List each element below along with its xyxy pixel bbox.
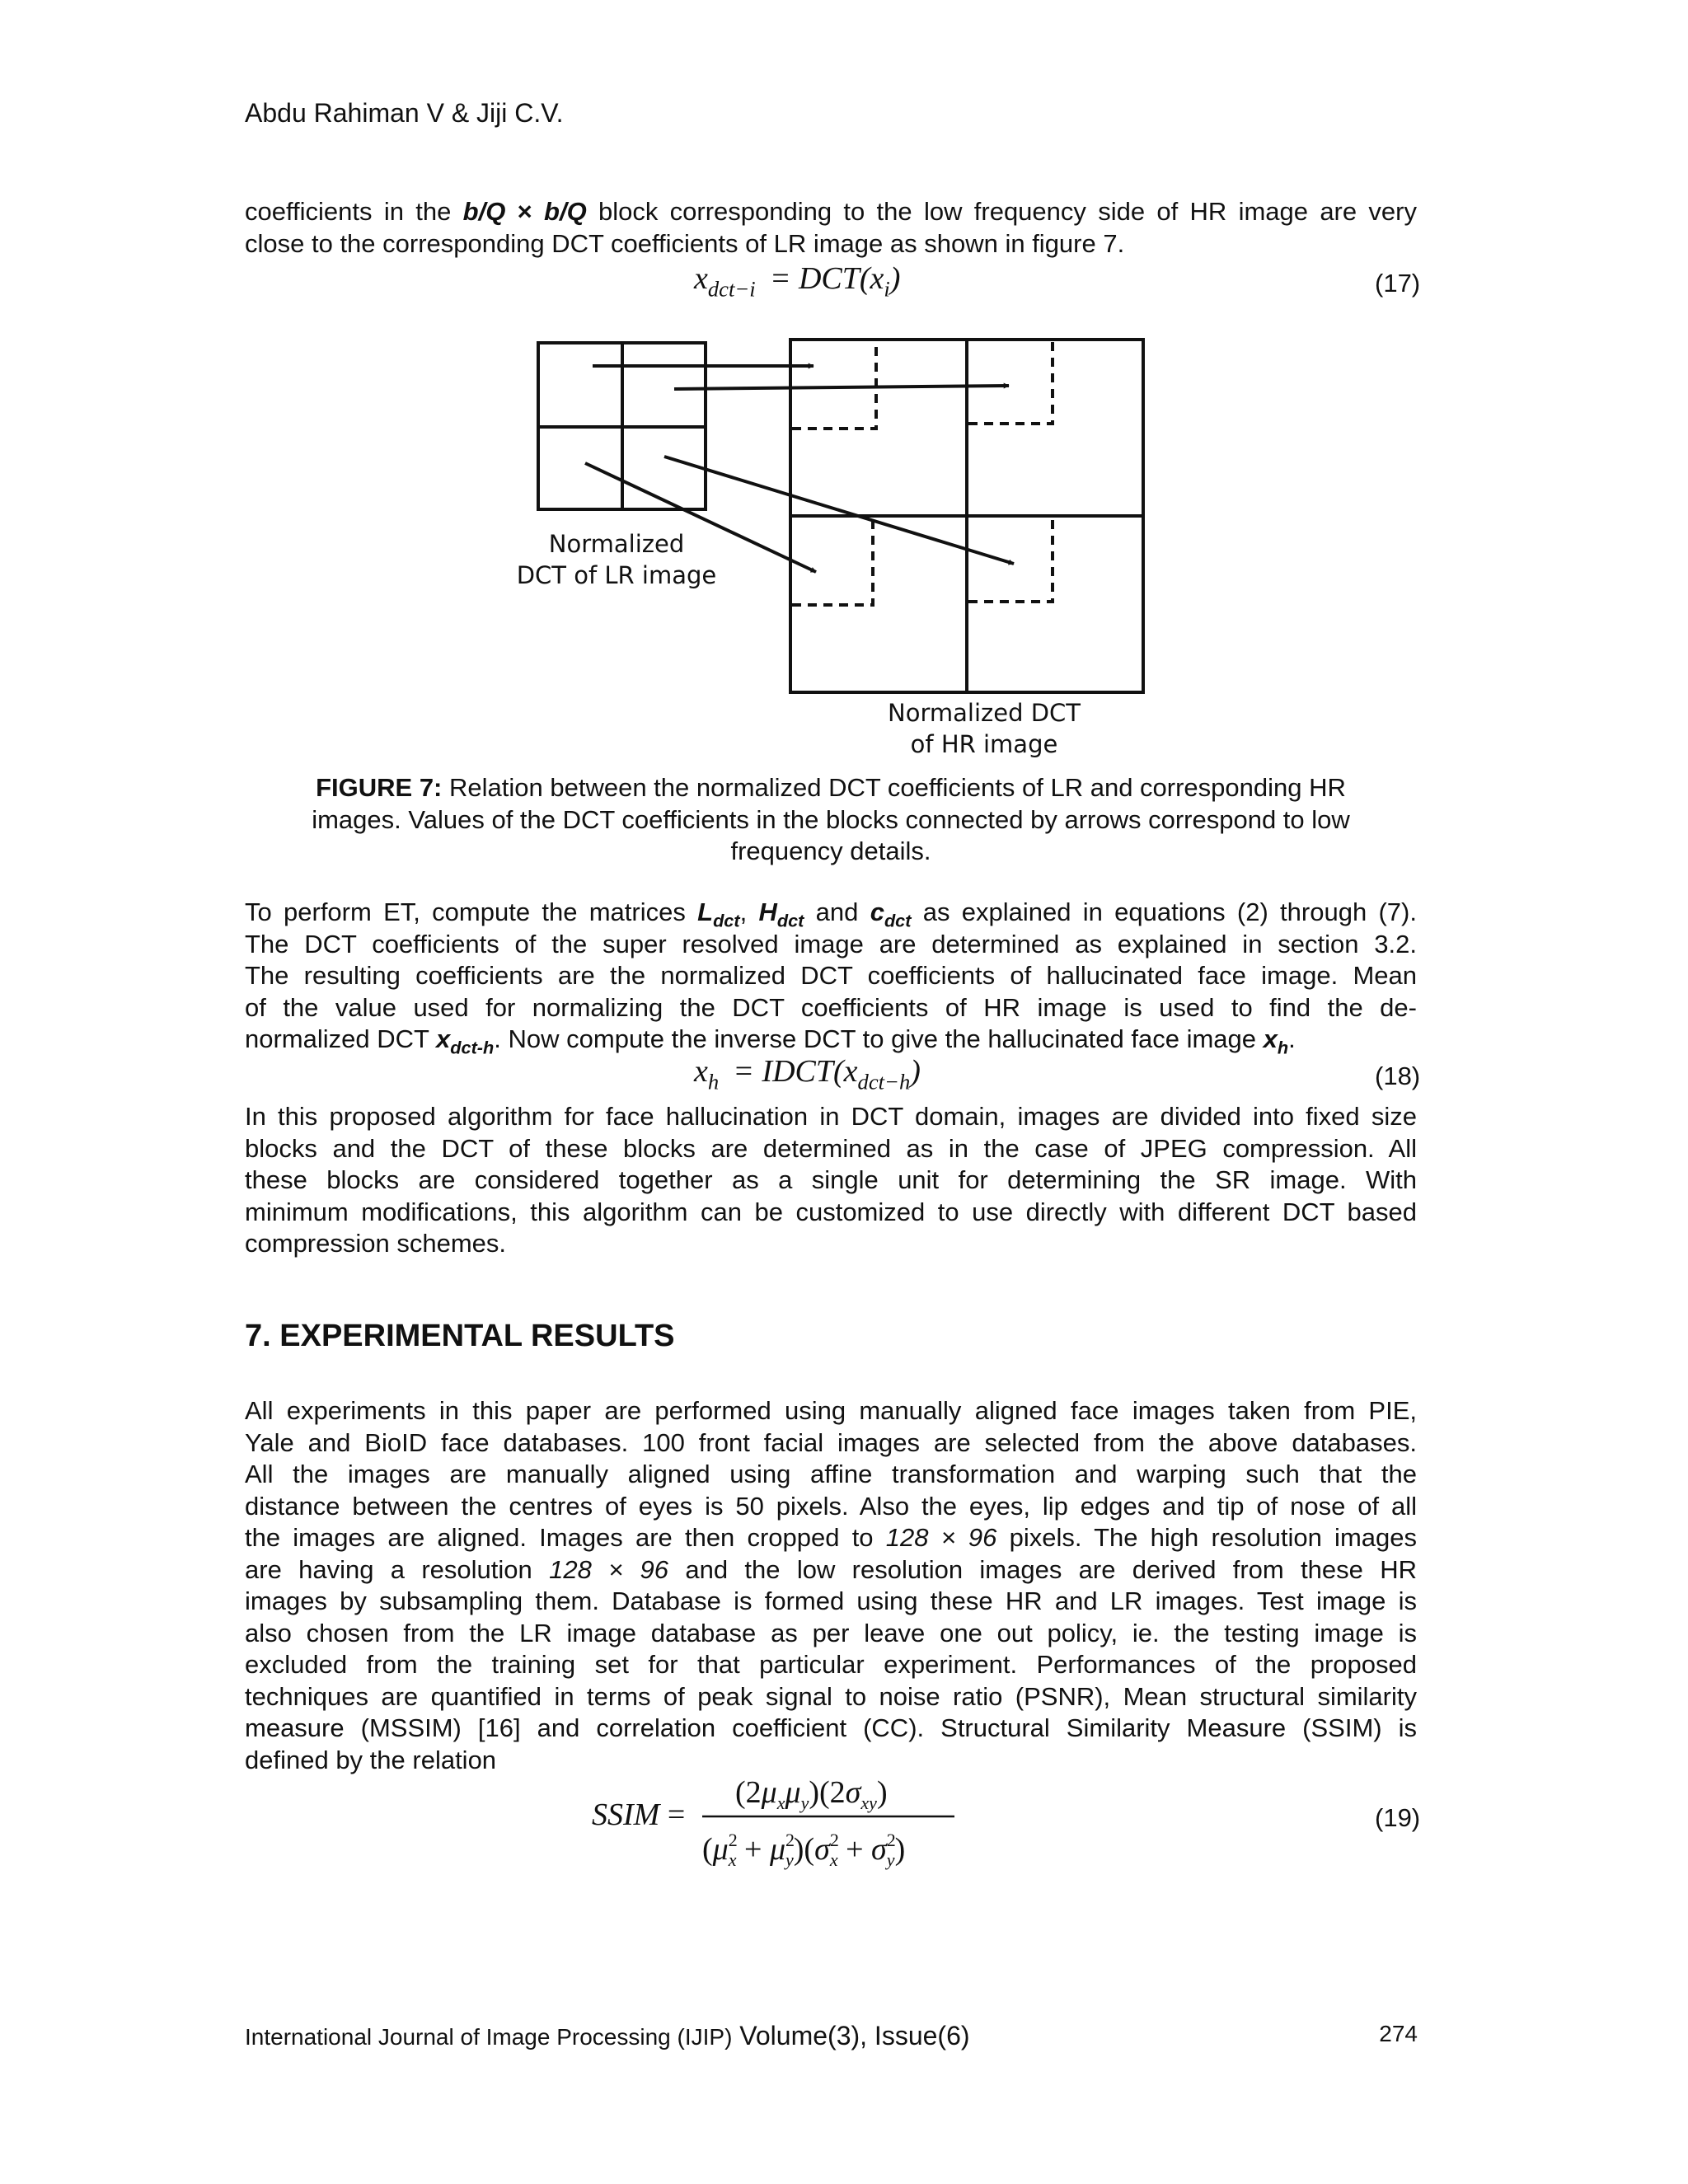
paragraph-line: compression schemes. [245,1229,507,1258]
hr-dct-grid [790,340,1143,692]
footer-page-number: 274 [1379,2021,1418,2046]
paragraph-line: are having a resolution 128 × 96 and the low resolution images are derived from these HR [245,1554,1417,1584]
paragraph-line: To perform ET, compute the matrices $L_{dct}$, $H_{dct}$ and $c_{dct}$ as explained in equations (2) through (7). [245,898,1417,931]
paragraph-line: the images are aligned. Images are then cropped to 128 × 96 pixels. The high resolution images [245,1523,1417,1552]
svg-text:(2μxμy)(2σxy): $(2\mu_x\mu_y)(2\sigma_{xy})$ [735,1775,888,1813]
equation-17-number: (17) [1375,269,1421,298]
paragraph-line: measure (MSSIM) [16] and correlation coefficient (CC). Structural Similarity Measure (SSIM) is [245,1713,1417,1742]
arrow [674,386,1009,389]
paragraph-experiments [245,1395,1417,1776]
paragraph-line: In this proposed algorithm for face hallucination in DCT domain, images are divided into fixed size [245,1102,1417,1131]
running-header: Abdu Rahiman V & Jiji C.V. [245,98,564,128]
paragraph-line: The DCT coefficients of the super resolved image are determined as explained in section 3.2. [245,929,1417,958]
equation-17: $x_{dct-i} = DCT(x_i)$ [694,261,901,302]
paragraph-line: images by subsampling them. Database is formed using these HR and LR images. Test image is [245,1586,1417,1615]
paragraph-line: of the value used for normalizing the DCT coefficients of HR image is used to find the de- [245,992,1417,1022]
paragraph-line: minimum modifications, this algorithm can be customized to use directly with different DCT based [245,1197,1417,1226]
equation-19-fraction [692,1764,964,1871]
equation-19-lhs: SSIM = [592,1797,686,1832]
paragraph-algorithm [245,1101,1417,1260]
hr-dct-label: Normalized DCT of HR image [888,699,1081,758]
paragraph-et [245,897,1417,1056]
paragraph-line: these blocks are considered together as a single unit for determining the SR image. With [245,1165,1417,1194]
paragraph-line: techniques are quantified in terms of peak signal to noise ratio (PSNR), Mean structural similarity [245,1681,1417,1711]
paragraph-line: defined by the relation [245,1745,497,1774]
figure-7-caption: FIGURE 7: Relation between the normalized DCT coefficients of LR and corresponding HR images. Values of the DCT coefficients in the blocks connected by arrows correspond to low frequency details. [312,773,1350,865]
paragraph-line: The resulting coefficients are the normalized DCT coefficients of hallucinated face image. Mean [245,961,1417,990]
paragraph-line: All the images are manually aligned using affine transformation and warping such that the [245,1460,1417,1488]
paragraph-line: also chosen from the LR image database as per leave one out policy, ie. the testing image is [245,1618,1417,1647]
paragraph-line: distance between the centres of eyes is 50 pixels. Also the eyes, lip edges and tip of nose of all [245,1491,1417,1521]
figure-7-diagram [0,0,1688,791]
paragraph-line: All experiments in this paper are performed using manually aligned face images taken from PIE, [245,1396,1417,1425]
paragraph-line: excluded from the training set for that particular experiment. Performances of the proposed [245,1650,1417,1679]
low-frequency-blocks [792,341,1053,605]
caption-label: FIGURE 7: [316,773,443,802]
lr-dct-grid [538,343,706,509]
equation-18: $x_h$ = $IDCT(x_{dct-h})$ [694,1054,921,1094]
equation-18-number: (18) [1375,1062,1421,1090]
lr-dct-label: Normalized DCT of LR image [516,530,717,589]
paragraph-line: coefficients in the b/Q × b/Q block corresponding to the low frequency side of HR image are very [245,197,1417,226]
section-heading: 7. EXPERIMENTAL RESULTS [245,1319,675,1353]
paragraph-line: normalized DCT $x_{dct-h}$. Now compute the inverse DCT to give the hallucinated face image $x_h$. [245,1024,1296,1058]
paragraph-line: close to the corresponding DCT coefficients of LR image as shown in figure 7. [245,228,1125,258]
equation-19-number: (19) [1375,1803,1421,1832]
paragraph-line: blocks and the DCT of these blocks are determined as in the case of JPEG compression. All [245,1133,1417,1163]
paragraph-line: Yale and BioID face databases. 100 front facial images are selected from the above databases. [245,1427,1417,1457]
svg-text:(μ2x + μ2y)(σ2x + σ2y): ($\mu^2$ $x + \mu^2$ $y)(\sigma^2$ $x + \sigma^2$ y) [702,1830,906,1870]
footer-journal: International Journal of Image Processing (IJIP) Volume(3), Issue(6) [245,2021,970,2050]
